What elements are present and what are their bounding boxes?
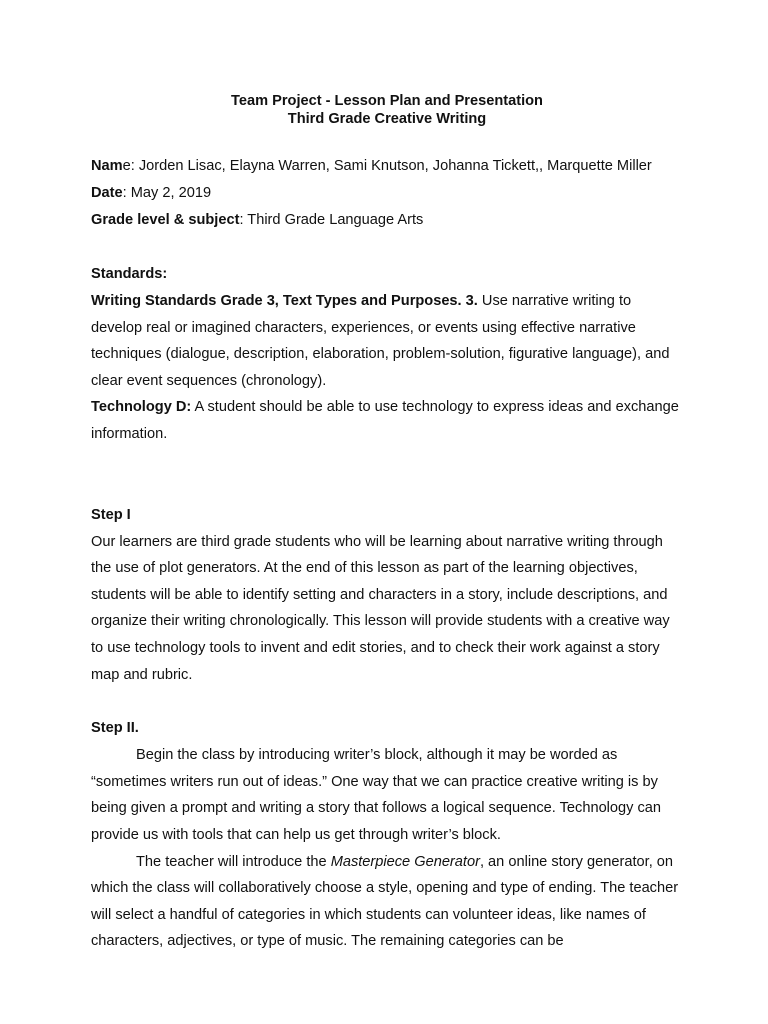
writing-standard-label: Writing Standards Grade 3, Text Types and Purposes. 3. [91, 293, 478, 309]
date-label: Date [91, 185, 123, 201]
technology-standard [91, 394, 683, 447]
masterpiece-generator-title: Masterpiece Generator [330, 853, 480, 870]
document-page [91, 92, 683, 955]
writing-standard [91, 288, 683, 394]
name-row [91, 153, 683, 180]
step2-paragraph-2 [91, 849, 683, 955]
writing-standard-text: Use narrative writing to develop real or imagined characters, experiences, or events using effective narrative techniques (dialogue, description, elaboration, problem-solution, figurative language), and clear event sequences (chronology). [91, 293, 670, 389]
date-value: : May 2, 2019 [122, 185, 212, 201]
technology-standard-label: Technology D: [91, 399, 192, 416]
date-row [91, 180, 683, 207]
step2-para2-after: , an online story generator, on which the class will collaboratively choose a style, opening and type of ending. The teacher will select a handful of categories in which students can volunteer ideas, like names of characters, adjectives, or type of music. The remaining categories can be [91, 853, 679, 950]
technology-standard-text: A student should be able to use technology to express ideas and exchange information. [91, 399, 679, 442]
standards-heading: Standards: [91, 266, 168, 282]
step2-para2-before: The teacher will introduce the [136, 853, 331, 870]
grade-value: : Third Grade Language Arts [239, 212, 424, 228]
document-title: Team Project - Lesson Plan and Presentation [231, 93, 543, 109]
step1-heading: Step I [91, 506, 131, 523]
name-label-rest: e [122, 158, 131, 174]
name-label: Nam [91, 158, 123, 174]
grade-row [91, 207, 683, 234]
grade-label: Grade level & subject [91, 212, 240, 228]
name-value: : Jorden Lisac, Elayna Warren, Sami Knutson, Johanna Tickett,, Marquette Miller [130, 158, 652, 174]
document-subtitle: Third Grade Creative Writing [287, 111, 487, 127]
step2-paragraph-1: Begin the class by introducing writer’s block, although it may be worded as “sometimes writers run out of ideas.” One way that we can practice creative writing is by being given a prompt and writing a story that follows a logical sequence. Technology can provide us with tools that can help us get through writer’s block. [91, 747, 662, 843]
step2-heading: Step II. [91, 720, 139, 737]
step1-text: Our learners are third grade students who will be learning about narrative writing through the use of plot generators. At the end of this lesson as part of the learning objectives, students will be able to identify setting and characters in a story, include descriptions, and organize their writing chronologically. This lesson will provide students with a creative way to use technology tools to invent and edit stories, and to check their work against a story map and rubric. [91, 533, 670, 683]
